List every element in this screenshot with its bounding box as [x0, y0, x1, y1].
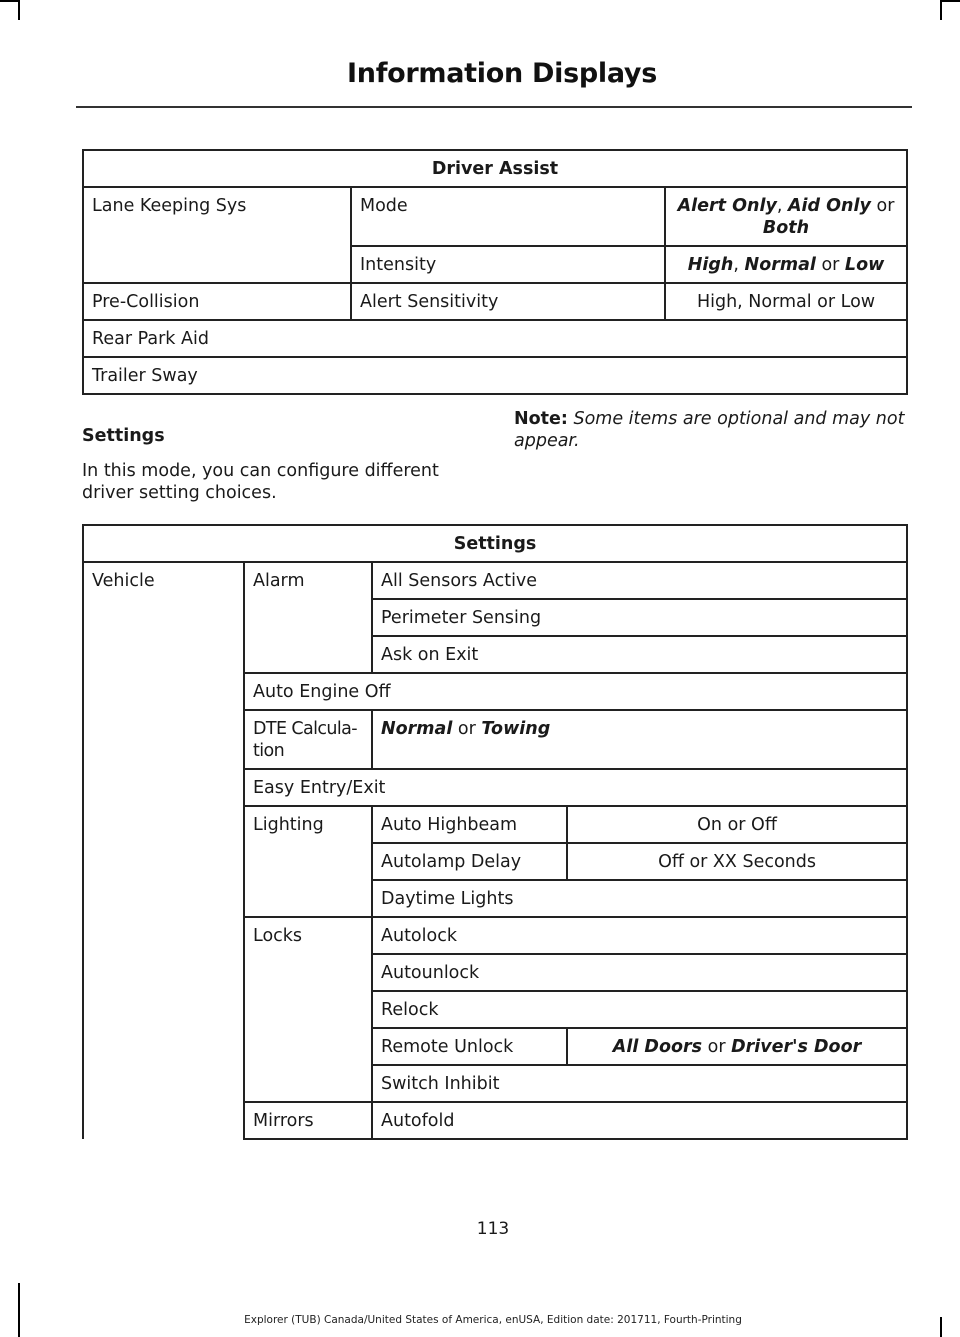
autounlock-label: Autounlock	[372, 954, 907, 991]
section-body: In this mode, you can configure different driver setting choices.	[82, 461, 439, 503]
section-heading: Settings	[82, 426, 165, 446]
trailer-sway-label: Trailer Sway	[83, 357, 907, 394]
alert-sensitivity-label: Alert Sensitivity	[351, 283, 665, 320]
table-row	[83, 357, 907, 394]
table-title: Driver Assist	[83, 150, 907, 187]
locks-label: Locks	[244, 917, 372, 1102]
autolamp-delay-label: Autolamp Delay	[372, 843, 567, 880]
option-value: All Doors	[612, 1037, 703, 1057]
dte-label-line: tion	[253, 741, 285, 761]
option-value: Driver's Door	[731, 1037, 862, 1057]
alarm-label: Alarm	[244, 562, 372, 673]
option-sep: or	[870, 196, 895, 216]
dte-label-line: DTE Calcula-	[253, 719, 358, 739]
option-value: Aid Only	[788, 196, 871, 216]
note-text: Some items are optional and may not appear.	[514, 409, 905, 451]
option-sep: or	[702, 1037, 732, 1057]
switch-inhibit-label: Switch Inhibit	[372, 1065, 907, 1102]
table-row	[83, 187, 907, 246]
intensity-label: Intensity	[351, 246, 665, 283]
alarm-item: Ask on Exit	[372, 636, 907, 673]
relock-label: Relock	[372, 991, 907, 1028]
crop-mark	[940, 0, 960, 2]
option-sep: ,	[733, 255, 745, 275]
crop-mark	[0, 0, 20, 2]
remote-unlock-options	[567, 1028, 907, 1065]
rear-park-aid-label: Rear Park Aid	[83, 320, 907, 357]
option-sep: or	[452, 719, 482, 739]
remote-unlock-label: Remote Unlock	[372, 1028, 567, 1065]
table-row	[83, 562, 907, 599]
page-number: 113	[476, 1219, 510, 1239]
option-value: Both	[762, 218, 810, 238]
auto-highbeam-value: On or Off	[567, 806, 907, 843]
mode-label: Mode	[351, 187, 665, 246]
crop-mark	[18, 0, 20, 20]
autolamp-delay-value: Off or XX Seconds	[567, 843, 907, 880]
table-row	[83, 320, 907, 357]
autofold-label: Autofold	[372, 1102, 907, 1139]
vehicle-label: Vehicle	[83, 562, 244, 1139]
table-title: Settings	[83, 525, 907, 562]
crop-mark	[940, 0, 942, 20]
edition-footer: Explorer (TUB) Canada/United States of America, enUSA, Edition date: 201711, Fourth-Printing	[244, 1314, 742, 1326]
option-value: Alert Only	[677, 196, 777, 216]
option-value: Low	[844, 255, 885, 275]
autolock-label: Autolock	[372, 917, 907, 954]
option-sep: or	[815, 255, 845, 275]
alarm-item: All Sensors Active	[372, 562, 907, 599]
table-row	[83, 283, 907, 320]
alarm-item: Perimeter Sensing	[372, 599, 907, 636]
lighting-label: Lighting	[244, 806, 372, 917]
table-row	[83, 150, 907, 187]
dte-calculation-label	[244, 710, 372, 769]
header-rule	[76, 106, 912, 108]
mirrors-label: Mirrors	[244, 1102, 372, 1139]
daytime-lights-label: Daytime Lights	[372, 880, 907, 917]
option-value: Normal	[744, 255, 816, 275]
option-sep: ,	[776, 196, 789, 216]
dte-options	[372, 710, 907, 769]
lane-keeping-label: Lane Keeping Sys	[83, 187, 351, 283]
note-label: Note:	[514, 409, 568, 429]
intensity-options	[665, 246, 907, 283]
auto-highbeam-label: Auto Highbeam	[372, 806, 567, 843]
option-value: Normal	[381, 719, 453, 739]
option-value: Towing	[481, 719, 551, 739]
easy-entry-label: Easy Entry/Exit	[244, 769, 907, 806]
page-title: Information Displays	[347, 58, 657, 89]
option-value: High	[687, 255, 734, 275]
crop-mark	[18, 1283, 20, 1337]
settings-table	[82, 524, 908, 1140]
note	[514, 408, 906, 452]
auto-engine-off-label: Auto Engine Off	[244, 673, 907, 710]
driver-assist-table	[82, 149, 908, 395]
pre-collision-label: Pre-Collision	[83, 283, 351, 320]
mode-options	[665, 187, 907, 246]
alert-sensitivity-value: High, Normal or Low	[665, 283, 907, 320]
table-row	[83, 525, 907, 562]
